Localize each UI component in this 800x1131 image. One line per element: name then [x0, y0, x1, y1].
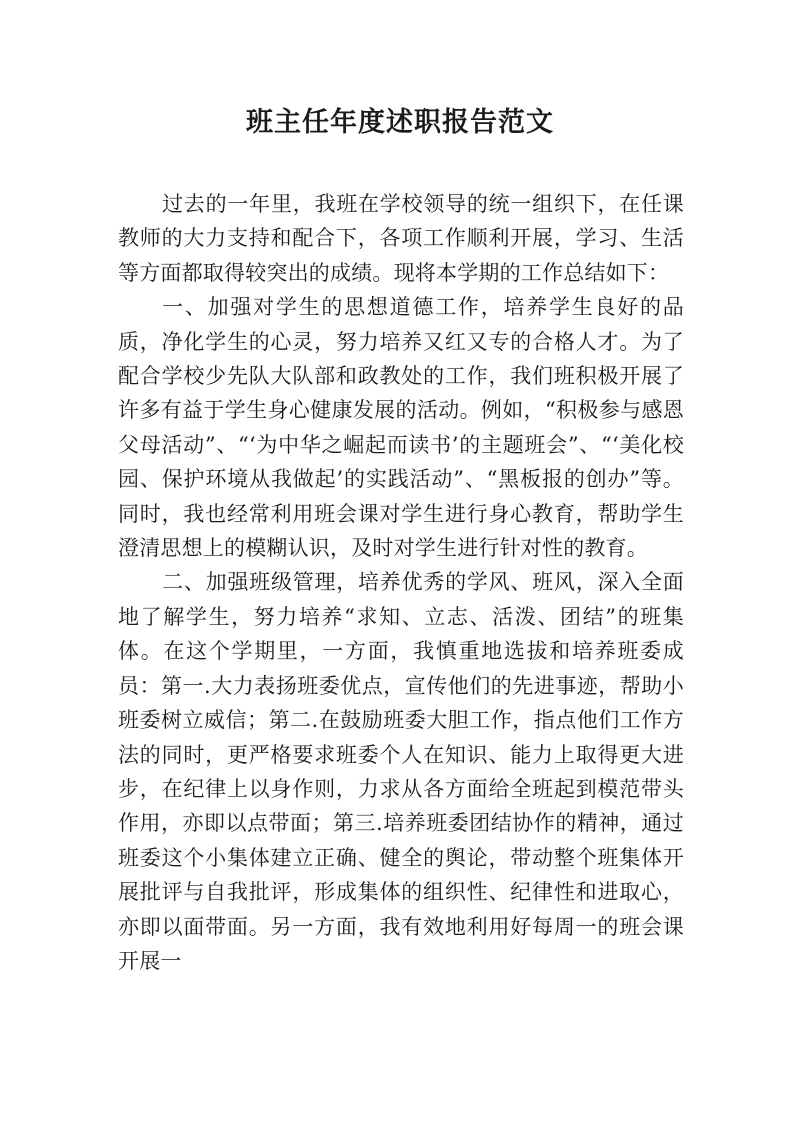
paragraph-section-two: 二、加强班级管理，培养优秀的学风、班风，深入全面地了解学生，努力培养“求知、立志、活泼、团结”的班集体。在这个学期里，一方面，我慎重地选拔和培养班委成员：第一.大力表扬班委优点，宣传他们的先进事迹，帮助小班委树立威信；第二.在鼓励班委大胆工作，指点他们工作方法的同时，更严格要求班委个人在知识、能力上取得更大进步，在纪律上以身作则，力求从各方面给全班起到模范带头作用，亦即以点带面；第三.培养班委团结协作的精神，通过班委这个小集体建立正确、健全的舆论，带动整个班集体开展批评与自我批评，形成集体的组织性、纪律性和进取心，亦即以面带面。另一方面，我有效地利用好每周一的班会课开展一 [118, 570, 684, 973]
paragraph-section-one: 一、加强对学生的思想道德工作，培养学生良好的品质，净化学生的心灵，努力培养又红又专的合格人才。为了配合学校少先队大队部和政教处的工作，我们班积极开展了许多有益于学生身心健康发展的活动。例如，“积极参与感恩父母活动”、“‘为中华之崛起而读书’的主题班会”、“‘美化校园、保护环境从我做起’的实践活动”、“黑板报的创办”等。同时，我也经常利用班会课对学生进行身心教育，帮助学生澄清思想上的模糊认识，及时对学生进行针对性的教育。 [118, 295, 684, 561]
document-title: 班主任年度述职报告范文 [246, 107, 554, 138]
document-body [118, 187, 684, 978]
paragraph-intro: 过去的一年里，我班在学校领导的统一组织下，在任课教师的大力支持和配合下，各项工作顺利开展，学习、生活等方面都取得较突出的成绩。现将本学期的工作总结如下： [118, 192, 684, 285]
